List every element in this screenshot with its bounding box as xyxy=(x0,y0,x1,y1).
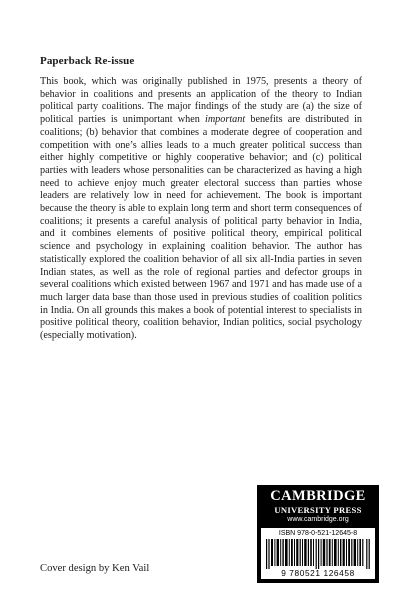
publisher-block xyxy=(257,485,379,583)
description-emphasis: important xyxy=(204,114,246,126)
reissue-heading: Paperback Re-issue xyxy=(40,55,135,67)
publisher-url: www.cambridge.org xyxy=(287,516,349,523)
barcode-digits: 9 780521 126458 xyxy=(281,568,355,578)
barcode-icon xyxy=(266,539,370,569)
publisher-logo-name: CAMBRIDGE xyxy=(270,488,366,504)
cover-design-credit: Cover design by Ken Vail xyxy=(40,563,150,574)
publisher-press-label: UNIVERSITY PRESS xyxy=(274,505,362,515)
isbn-label: ISBN 978-0-521-12645-8 xyxy=(278,530,358,537)
description-text-part2: benefits are distributed in coalitions; (b) behavior that combines a moderate degree of cooperation and competition with one’s allies leads to a much greater political success than either highly competitive or highly cooperative behavior; and (c) political parties with leaders whose personalities can be characterized as having a high need to achieve enjoy much greater electoral success than parties whose leaders are relatively low in need for achievement. The book is important because the theory is able to explain long term and short term consequences of coalitions; it presents a careful analysis of political party behavior in India, and it combines elements of positive political theory, empirical political science and psychology in explaining coalition behavior. The author has statistically explored the coalition behavior of all six all-India parties in seven Indian states, as well as the role of regional parties and defector groups in several coalitions which existed between 1967 and 1971 and has made use of a much larger data base than those used in previous studies of coalition politics in India. On all grounds this makes a book of potential interest to specialists in positive political theory, coalition behavior, Indian politics, social psychology (especially motivation). xyxy=(40,114,362,342)
description-text-part1: This book, which was originally published in 1975, presents a theory of behavior in coalitions and presents an application of the theory to Indian political party coalitions. The major findings of the study are (a) the size of political parties is unimportant when xyxy=(40,76,362,126)
barcode-panel xyxy=(261,528,375,579)
book-description xyxy=(40,76,362,343)
